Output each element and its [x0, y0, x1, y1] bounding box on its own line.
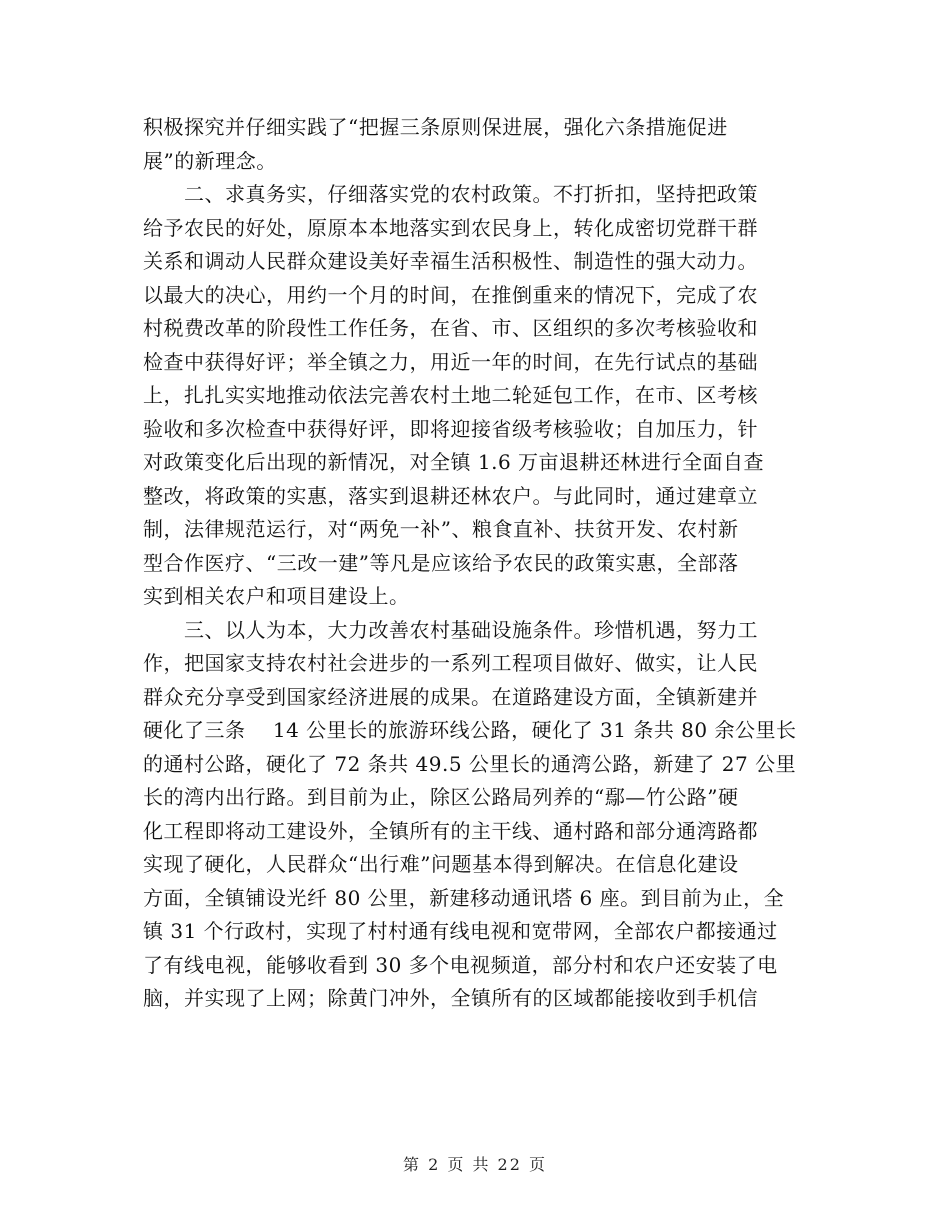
text-line: 镇 31 个行政村，实现了村村通有线电视和宽带网，全部农户都接通过: [143, 919, 778, 943]
text-line: 以最大的决心，用约一个月的时间，在推倒重来的情况下，完成了农: [143, 282, 758, 307]
text-line: 给予农民的好处，原原本本地落实到农民身上，转化成密切党群干群: [143, 215, 758, 240]
text-line: 硬化了三条 14 公里长的旅游环线公路，硬化了 31 条共 80 余公里长: [143, 718, 797, 742]
text-line: 展”的新理念。: [143, 148, 277, 173]
text-line: 制，法律规范运行，对“两免一补”、粮食直补、扶贫开发、农村新: [143, 517, 739, 541]
text-line: 二、求真务实，仔细落实党的农村政策。不打折扣，坚持把政策: [143, 182, 758, 206]
text-line: 村税费改革的阶段性工作任务，在省、市、区组织的多次考核验收和: [143, 316, 758, 340]
text-line: 化工程即将动工建设外，全镇所有的主干线、通村路和部分通湾路都: [143, 818, 758, 843]
text-line: 整改，将政策的实惠，落实到退耕还林农户。与此同时，通过建章立: [143, 483, 758, 508]
text-line: 实到相关农户和项目建设上。: [143, 584, 410, 608]
text-line: 验收和多次检查中获得好评，即将迎接省级考核验收；自加压力，针: [143, 416, 758, 441]
text-line: 上，扎扎实实地推动依法完善农村土地二轮延包工作，在市、区考核: [143, 383, 758, 407]
text-line: 实现了硬化，人民群众“出行难”问题基本得到解决。在信息化建设: [143, 852, 739, 876]
text-line: 长的湾内出行路。到目前为止，除区公路局列养的“鄢—竹公路”硬: [143, 785, 739, 809]
text-line: 关系和调动人民群众建设美好幸福生活积极性、制造性的强大动力。: [143, 249, 758, 273]
text-line: 方面，全镇铺设光纤 80 公里，新建移动通讯塔 6 座。到目前为止，全: [143, 885, 785, 910]
text-line: 型合作医疗、“三改一建”等凡是应该给予农民的政策实惠，全部落: [143, 550, 739, 575]
text-line: 检查中获得好评；举全镇之力，用近一年的时间，在先行试点的基础: [143, 349, 758, 374]
text-line: 了有线电视，能够收看到 30 多个电视频道，部分村和农户还安装了电: [143, 952, 778, 977]
text-line: 脑，并实现了上网；除黄门冲外，全镇所有的区域都能接收到手机信: [143, 986, 758, 1010]
page-number-footer: 第 2 页 共 22 页: [403, 1155, 547, 1174]
text-line: 对政策变化后出现的新情况，对全镇 1.6 万亩退耕还林进行全面自查: [143, 450, 765, 474]
text-line: 积极探究并仔细实践了“把握三条原则保进展，强化六条措施促进: [143, 115, 728, 139]
text-line: 的通村公路，硬化了 72 条共 49.5 公里长的通湾公路，新建了 27 公里: [143, 751, 797, 776]
text-line: 作，把国家支持农村社会进步的一系列工程项目做好、做实，让人民: [143, 651, 758, 675]
text-line: 三、以人为本，大力改善农村基础设施条件。珍惜机遇，努力工: [143, 617, 758, 642]
body-text: [143, 111, 803, 1016]
text-line: 群众充分享受到国家经济进展的成果。在道路建设方面，全镇新建并: [143, 684, 758, 709]
